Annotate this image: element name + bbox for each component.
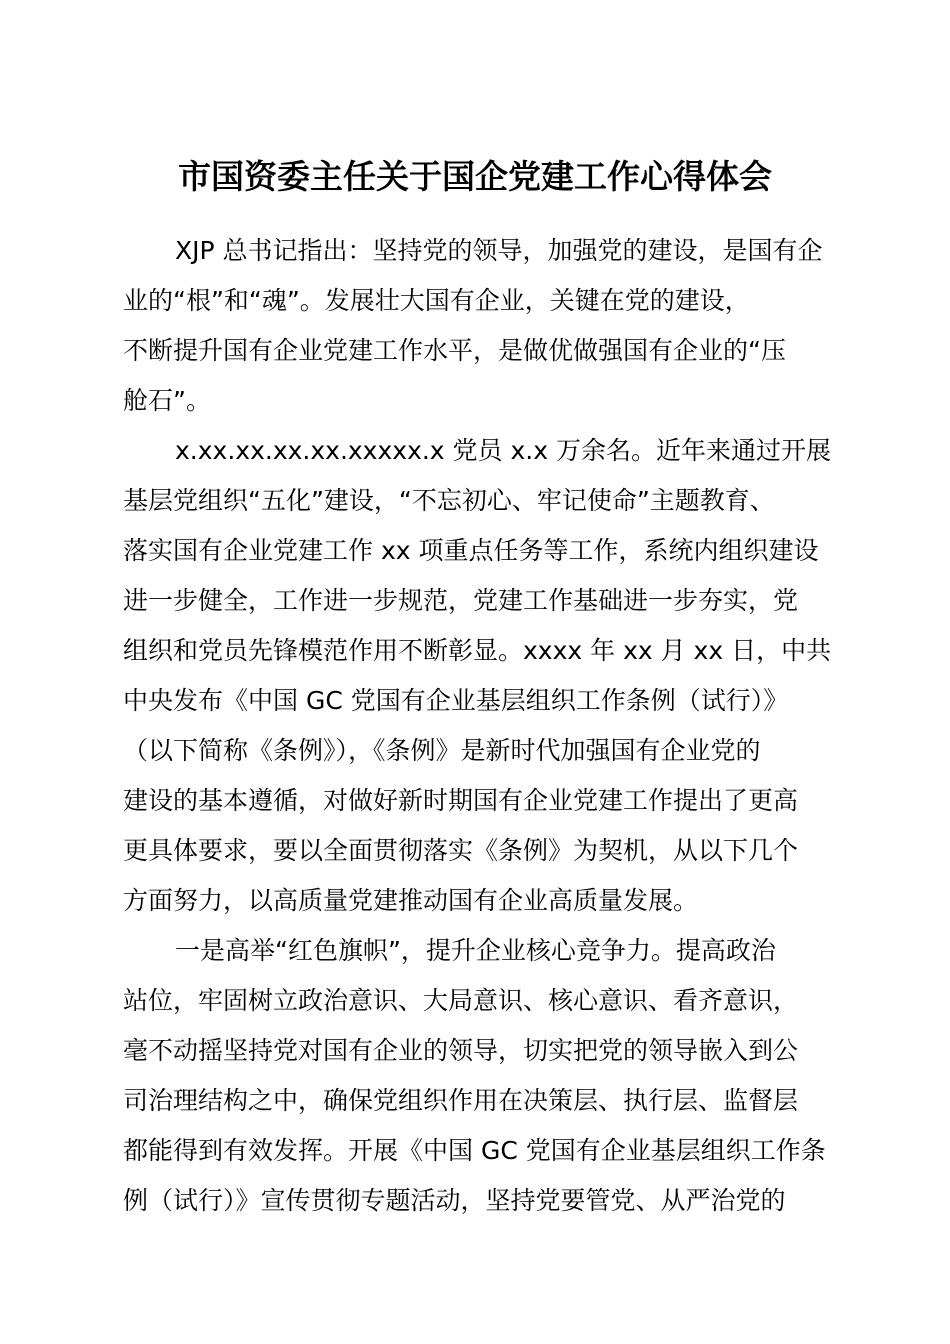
- text-line: XJP 总书记指出：坚持党的领导，加强党的建设，是国有企: [175, 236, 823, 265]
- document-body: [123, 226, 838, 1226]
- text-line: 例（试行）》宣传贯彻专题活动，坚持党要管党、从严治党的: [123, 1186, 786, 1215]
- text-line: （以下简称《条例》），《条例》是新时代加强国有企业党的: [123, 736, 761, 765]
- text-line: 建设的基本遵循，对做好新时期国有企业党建工作提出了更高: [123, 786, 799, 815]
- text-line: 方面努力，以高质量党建推动国有企业高质量发展。: [123, 886, 699, 915]
- text-line: 都能得到有效发挥。开展《中国 GC 党国有企业基层组织工作条: [123, 1136, 826, 1165]
- text-line: 落实国有企业党建工作 xx 项重点任务等工作，系统内组织建设: [123, 536, 819, 565]
- text-line: 业的“根”和“魂”。发展壮大国有企业，关键在党的建设，: [123, 286, 750, 315]
- text-line: 一是高举“红色旗帜”，提升企业核心竞争力。提高政治: [175, 936, 776, 965]
- text-line: x.xx.xx.xx.xx.xxxxx.x 党员 x.x 万余名。近年来通过开展: [175, 436, 831, 465]
- text-line: 不断提升国有企业党建工作水平，是做优做强国有企业的“压: [123, 336, 786, 365]
- text-line: 站位，牢固树立政治意识、大局意识、核心意识、看齐意识，: [123, 986, 799, 1015]
- text-line: 组织和党员先锋模范作用不断彰显。xxxx 年 xx 月 xx 日，中共: [123, 636, 832, 665]
- text-line: 中央发布《中国 GC 党国有企业基层组织工作条例（试行）》: [123, 686, 789, 715]
- text-line: 司治理结构之中，确保党组织作用在决策层、执行层、监督层: [123, 1086, 799, 1115]
- text-line: 更具体要求，要以全面贯彻落实《条例》为契机，从以下几个: [123, 836, 799, 865]
- text-line: 基层党组织“五化”建设，“不忘初心、牢记使命”主题教育、: [123, 486, 775, 515]
- text-line: 毫不动摇坚持党对国有企业的领导，切实把党的领导嵌入到公: [123, 1036, 799, 1065]
- text-line: 舱石”。: [123, 386, 211, 415]
- paragraph-3: [123, 926, 838, 1226]
- paragraph-2: [123, 426, 838, 926]
- paragraph-1: [123, 226, 838, 426]
- document-title: 市国资委主任关于国企党建工作心得体会: [178, 157, 772, 196]
- text-line: 进一步健全，工作进一步规范，党建工作基础进一步夯实，党: [123, 586, 799, 615]
